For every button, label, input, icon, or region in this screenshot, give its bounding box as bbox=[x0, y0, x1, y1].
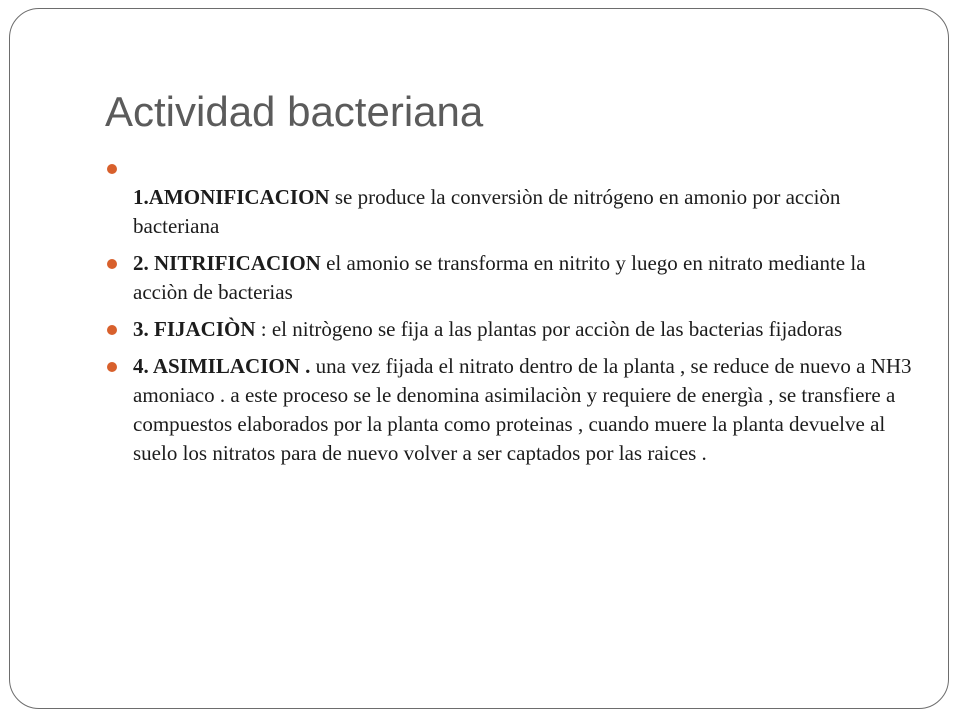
bullet-term: 4. ASIMILACION . bbox=[133, 354, 311, 378]
bullet-dot-icon bbox=[107, 259, 117, 269]
bullet-text bbox=[133, 154, 925, 241]
bullet-text bbox=[133, 352, 925, 468]
bullet-item-fijacion bbox=[105, 315, 925, 344]
bullet-description: : el nitrògeno se fija a las plantas por acciòn de las bacterias fijadoras bbox=[255, 317, 843, 341]
bullet-dot-icon bbox=[107, 325, 117, 335]
bullet-list bbox=[105, 154, 925, 476]
bullet-item-asimilacion bbox=[105, 352, 925, 468]
bullet-term: 3. FIJACIÒN bbox=[133, 317, 256, 341]
slide-title: Actividad bacteriana bbox=[105, 88, 484, 135]
bullet-term: 1.AMONIFICACION bbox=[133, 185, 330, 209]
bullet-description: una vez fijada el nitrato dentro de la planta , se reduce de nuevo a NH3 amoniaco . a este proceso se le denomina asimilaciòn y requiere de energìa , se transfiere a compuestos elaborados por la planta como proteinas , cuando muere la planta devuelve al suelo los nitratos para de nuevo volver a ser captados por las raices . bbox=[133, 354, 912, 465]
bullet-item-nitrificacion bbox=[105, 249, 925, 307]
bullet-description: se produce la conversiòn de nitrógeno en amonio por acciòn bacteriana bbox=[133, 185, 841, 238]
bullet-text bbox=[133, 249, 925, 307]
bullet-text bbox=[133, 315, 925, 344]
bullet-dot-icon bbox=[107, 362, 117, 372]
bullet-description: el amonio se transforma en nitrito y luego en nitrato mediante la acciòn de bacterias bbox=[133, 251, 866, 304]
bullet-term: 2. NITRIFICACION bbox=[133, 251, 321, 275]
bullet-dot-icon bbox=[107, 164, 117, 174]
bullet-item-amonificacion bbox=[105, 154, 925, 241]
